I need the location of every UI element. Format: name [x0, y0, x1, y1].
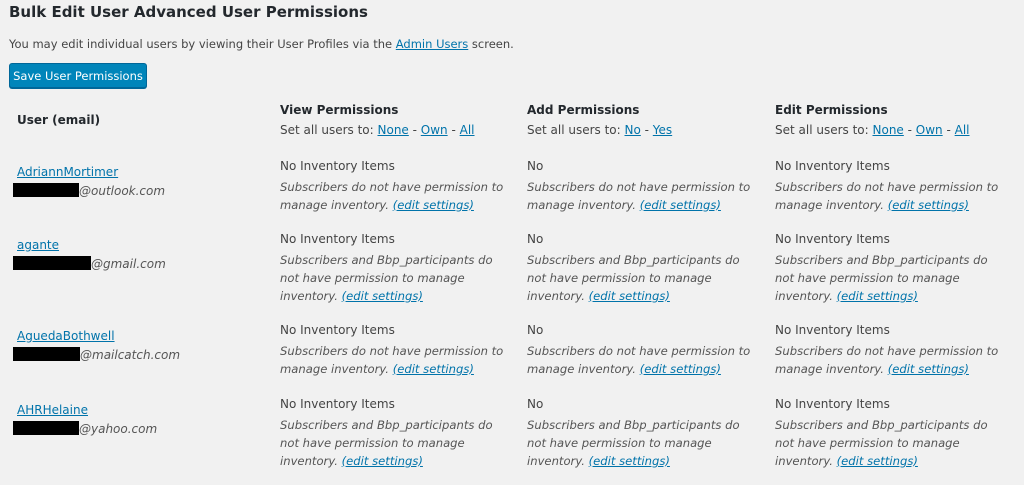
permission-note-text: Subscribers and Bbp_participants do not have permission to manage inventory.	[280, 418, 493, 468]
redacted-block	[13, 256, 91, 270]
permission-status: No	[527, 159, 544, 173]
email-domain: @outlook.com	[79, 184, 166, 198]
edit-set-all-own-link[interactable]: Own	[915, 123, 943, 137]
option-separator: -	[640, 123, 653, 137]
set-all-prefix: Set all users to:	[775, 123, 873, 137]
admin-users-link[interactable]: Admin Users	[395, 37, 469, 51]
edit-settings-link[interactable]: (edit settings)	[639, 198, 721, 212]
user-email	[13, 183, 165, 198]
user-email	[13, 421, 157, 436]
permission-note-text: Subscribers do not have permission to manage inventory.	[775, 180, 999, 212]
view-permission-cell	[280, 230, 505, 305]
intro-before: You may edit individual users by viewing their User Profiles via the	[9, 37, 396, 51]
permission-note	[280, 342, 505, 378]
add-permission-cell	[527, 395, 752, 470]
view-set-all-all-link[interactable]: All	[459, 123, 475, 137]
add-permission-cell	[527, 230, 752, 305]
edit-settings-link[interactable]: (edit settings)	[341, 454, 423, 468]
permission-note-text: Subscribers do not have permission to manage inventory.	[775, 344, 999, 376]
add-set-all-yes-link[interactable]: Yes	[652, 123, 673, 137]
add-permissions-header	[527, 103, 672, 137]
permission-status: No Inventory Items	[280, 159, 395, 173]
add-permission-cell	[527, 157, 752, 214]
user-email	[13, 256, 166, 271]
email-domain: @gmail.com	[91, 257, 166, 271]
permission-status: No	[527, 232, 544, 246]
permission-note	[527, 178, 752, 214]
set-all-prefix: Set all users to:	[527, 123, 625, 137]
permission-status: No Inventory Items	[775, 232, 890, 246]
email-domain: @mailcatch.com	[80, 348, 181, 362]
view-set-all	[280, 123, 475, 137]
permission-note-text: Subscribers do not have permission to manage inventory.	[527, 344, 751, 376]
permission-note-text: Subscribers do not have permission to manage inventory.	[280, 180, 504, 212]
edit-settings-link[interactable]: (edit settings)	[341, 289, 423, 303]
redacted-block	[13, 421, 79, 435]
permission-note	[775, 251, 1000, 305]
edit-settings-link[interactable]: (edit settings)	[887, 362, 969, 376]
permission-note-text: Subscribers and Bbp_participants do not have permission to manage inventory.	[527, 253, 740, 303]
username-link[interactable]: agante	[17, 238, 60, 252]
permission-status: No Inventory Items	[775, 397, 890, 411]
username-link[interactable]: AHRHelaine	[17, 403, 88, 417]
permission-status: No Inventory Items	[775, 159, 890, 173]
edit-permissions-title: Edit Permissions	[775, 103, 888, 117]
add-permission-cell	[527, 321, 752, 378]
edit-settings-link[interactable]: (edit settings)	[887, 198, 969, 212]
permission-status: No	[527, 323, 544, 337]
email-domain: @yahoo.com	[79, 422, 158, 436]
add-permissions-title: Add Permissions	[527, 103, 640, 117]
edit-settings-link[interactable]: (edit settings)	[392, 362, 474, 376]
edit-permission-cell	[775, 395, 1000, 470]
permission-note	[280, 416, 505, 470]
permission-note	[280, 251, 505, 305]
edit-settings-link[interactable]: (edit settings)	[836, 289, 918, 303]
edit-set-all-none-link[interactable]: None	[872, 123, 904, 137]
permission-note-text: Subscribers and Bbp_participants do not have permission to manage inventory.	[527, 418, 740, 468]
view-permission-cell	[280, 321, 505, 378]
set-all-prefix: Set all users to:	[280, 123, 378, 137]
view-set-all-none-link[interactable]: None	[377, 123, 409, 137]
username-link[interactable]: AguedaBothwell	[17, 329, 115, 343]
permission-note-text: Subscribers and Bbp_participants do not have permission to manage inventory.	[775, 418, 988, 468]
permission-note	[775, 342, 1000, 378]
user-cell	[17, 157, 165, 198]
edit-settings-link[interactable]: (edit settings)	[588, 454, 670, 468]
save-user-permissions-button[interactable]: Save User Permissions	[9, 63, 147, 88]
permission-note	[775, 416, 1000, 470]
view-permissions-title: View Permissions	[280, 103, 399, 117]
user-cell	[17, 321, 180, 362]
edit-settings-link[interactable]: (edit settings)	[588, 289, 670, 303]
edit-set-all-all-link[interactable]: All	[954, 123, 970, 137]
permission-status: No Inventory Items	[280, 232, 395, 246]
permission-note	[775, 178, 1000, 214]
user-email-header: User (email)	[17, 113, 101, 127]
edit-set-all	[775, 123, 970, 137]
option-separator: -	[447, 123, 460, 137]
permission-note-text: Subscribers do not have permission to manage inventory.	[527, 180, 751, 212]
permission-note	[527, 342, 752, 378]
edit-permission-cell	[775, 321, 1000, 378]
add-set-all-no-link[interactable]: No	[624, 123, 641, 137]
add-set-all	[527, 123, 672, 137]
permission-note-text: Subscribers and Bbp_participants do not have permission to manage inventory.	[280, 253, 493, 303]
option-separator: -	[942, 123, 955, 137]
edit-permissions-header	[775, 103, 970, 137]
user-email	[13, 347, 180, 362]
view-set-all-own-link[interactable]: Own	[420, 123, 448, 137]
user-cell	[17, 395, 157, 436]
redacted-block	[13, 347, 80, 361]
permission-status: No Inventory Items	[775, 323, 890, 337]
redacted-block	[13, 183, 79, 197]
option-separator: -	[408, 123, 421, 137]
intro-text	[9, 37, 514, 51]
edit-permission-cell	[775, 230, 1000, 305]
edit-settings-link[interactable]: (edit settings)	[836, 454, 918, 468]
permission-note	[280, 178, 505, 214]
option-separator: -	[903, 123, 916, 137]
page-title: Bulk Edit User Advanced User Permissions	[9, 3, 368, 21]
edit-permission-cell	[775, 157, 1000, 214]
permission-status: No Inventory Items	[280, 397, 395, 411]
view-permission-cell	[280, 395, 505, 470]
intro-after: screen.	[468, 37, 514, 51]
permission-status: No Inventory Items	[280, 323, 395, 337]
edit-settings-link[interactable]: (edit settings)	[639, 362, 721, 376]
view-permission-cell	[280, 157, 505, 214]
permission-note	[527, 251, 752, 305]
permission-note	[527, 416, 752, 470]
edit-settings-link[interactable]: (edit settings)	[392, 198, 474, 212]
username-link[interactable]: AdriannMortimer	[17, 165, 119, 179]
view-permissions-header	[280, 103, 475, 137]
permission-note-text: Subscribers do not have permission to manage inventory.	[280, 344, 504, 376]
permission-status: No	[527, 397, 544, 411]
user-cell	[17, 230, 166, 271]
permission-note-text: Subscribers and Bbp_participants do not have permission to manage inventory.	[775, 253, 988, 303]
